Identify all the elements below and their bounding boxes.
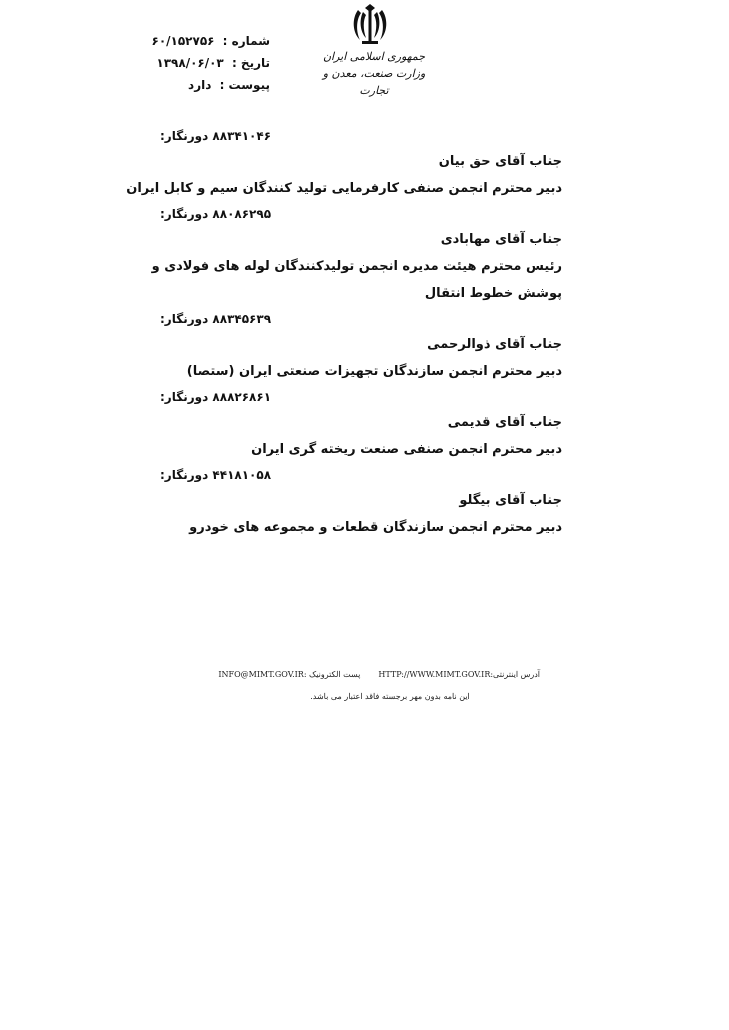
fax-label: دورنگار: bbox=[160, 312, 209, 326]
recipient-item bbox=[120, 307, 562, 385]
attachment-label: پیوست : bbox=[219, 78, 270, 92]
recipient-name: جناب آقای حق بیان bbox=[438, 154, 562, 169]
letter-footer bbox=[180, 668, 540, 704]
date-value: ۱۳۹۸/۰۶/۰۳ bbox=[156, 56, 224, 70]
recipient-role: دبیر محترم انجمن سازندگان قطعات و مجموعه های خودرو bbox=[189, 520, 562, 535]
recipient-fax bbox=[120, 463, 562, 487]
web-address: HTTP://WWW.MIMT.GOV.IR bbox=[378, 670, 491, 679]
recipient-fax bbox=[120, 124, 562, 148]
recipient-item bbox=[120, 385, 562, 463]
ministry-line-1: جمهوری اسلامی ایران bbox=[322, 50, 426, 63]
recipient-list bbox=[120, 124, 562, 541]
letter-attachment bbox=[140, 74, 270, 96]
fax-number: ۸۸۳۴۱۰۴۶ bbox=[212, 129, 272, 143]
fax-label: دورنگار: bbox=[160, 207, 209, 221]
recipient-role: دبیر محترم انجمن سازندگان تجهیزات صنعتی ایران (ستصا) bbox=[186, 364, 562, 379]
recipient-fax bbox=[120, 307, 562, 331]
fax-number: ۸۸۳۴۵۶۳۹ bbox=[212, 312, 272, 326]
recipient-item bbox=[120, 463, 562, 541]
fax-number: ۸۸۸۲۶۸۶۱ bbox=[212, 390, 272, 404]
letter-number bbox=[140, 30, 270, 52]
fax-number: ۸۸۰۸۶۲۹۵ bbox=[212, 207, 272, 221]
recipient-name: جناب آقای قدیمی bbox=[447, 415, 562, 430]
recipient-name: جناب آقای مهابادی bbox=[440, 232, 562, 247]
attachment-value: دارد bbox=[188, 78, 212, 92]
email-label: پست الکترونیک : bbox=[303, 670, 361, 679]
recipient-name: جناب آقای بیگلو bbox=[459, 493, 562, 508]
letter-meta bbox=[140, 30, 270, 96]
number-value: ۶۰/۱۵۲۷۵۶ bbox=[151, 34, 215, 48]
recipient-role: دبیر محترم انجمن صنفی صنعت ریخته گری ایران bbox=[251, 442, 562, 457]
fax-label: دورنگار: bbox=[160, 468, 209, 482]
fax-label: دورنگار: bbox=[160, 129, 209, 143]
recipient-item bbox=[120, 124, 562, 202]
web-label: آدرس اینترنتی: bbox=[490, 670, 540, 679]
footer-contact bbox=[180, 668, 540, 682]
email-address: INFO@MIMT.GOV.IR bbox=[218, 670, 304, 679]
letter-date bbox=[140, 52, 270, 74]
number-label: شماره : bbox=[222, 34, 270, 48]
recipient-role: رئیس محترم هیئت مدیره انجمن تولیدکنندگان لوله های فولادی و پوشش خطوط انتقال bbox=[151, 259, 562, 301]
ministry-line-2: وزارت صنعت، معدن و تجارت bbox=[322, 67, 426, 97]
recipient-item bbox=[120, 202, 562, 307]
ministry-name bbox=[318, 48, 430, 99]
fax-number: ۴۴۱۸۱۰۵۸ bbox=[212, 468, 272, 482]
fax-label: دورنگار: bbox=[160, 390, 209, 404]
iran-emblem-icon bbox=[350, 4, 390, 46]
recipient-fax bbox=[120, 202, 562, 226]
date-label: تاریخ : bbox=[231, 56, 270, 70]
recipient-role: دبیر محترم انجمن صنفی کارفرمایی تولید کنندگان سیم و کابل ایران bbox=[126, 181, 562, 196]
recipient-fax bbox=[120, 385, 562, 409]
recipient-name: جناب آقای ذوالرحمی bbox=[427, 337, 562, 352]
footer-notice: این نامه بدون مهر برجسته فاقد اعتبار می باشد. bbox=[310, 692, 470, 701]
